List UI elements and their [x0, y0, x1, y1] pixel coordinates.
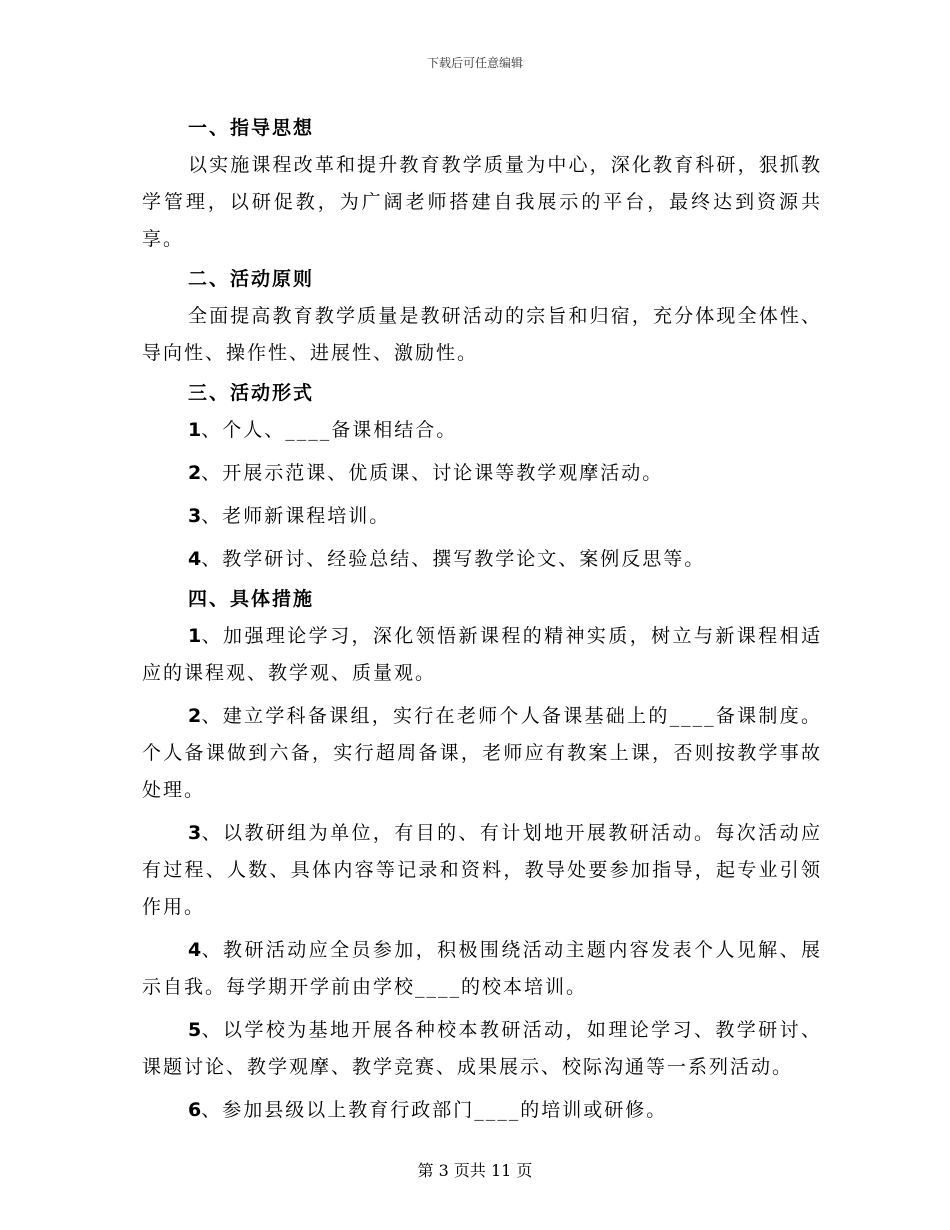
section-paragraph: 全面提高教育教学质量是教研活动的宗旨和归宿，充分体现全体性、导向性、操作性、进展性、激励性。 — [142, 305, 822, 364]
item-number: 3 — [188, 505, 202, 527]
list-item — [142, 815, 822, 926]
item-number: 1 — [188, 419, 202, 441]
item-text: 、加强理论学习，深化领悟新课程的精神实质，树立与新课程相适应的课程观、教学观、质量观。 — [142, 625, 822, 684]
item-text: 、老师新课程培训。 — [201, 505, 391, 527]
list-item — [142, 541, 822, 578]
section-heading: 一、指导思想 — [188, 117, 315, 139]
list-item — [142, 455, 822, 492]
item-text: 、参加县级以上教育行政部门____的培训或研修。 — [201, 1099, 668, 1121]
section-heading: 三、活动形式 — [188, 382, 315, 404]
item-text: 、教学研讨、经验总结、撰写教学论文、案例反思等。 — [201, 548, 706, 570]
list-item — [142, 1012, 822, 1086]
item-text: 、个人、____备课相结合。 — [201, 419, 458, 441]
item-text: 、以教研组为单位，有目的、有计划地开展教研活动。每次活动应有过程、人数、具体内容等记录和资料，教导处要参加指导，起专业引领作用。 — [142, 822, 822, 918]
item-number: 5 — [188, 1019, 202, 1041]
item-number: 6 — [188, 1099, 202, 1121]
page-header-note: 下载后可任意编辑 — [426, 56, 523, 70]
list-item — [142, 932, 822, 1006]
section-paragraph: 以实施课程改革和提升教育教学质量为中心，深化教育科研，狠抓教学管理，以研促教，为广阔老师搭建自我展示的平台，最终达到资源共享。 — [142, 154, 822, 250]
item-number: 4 — [188, 939, 202, 961]
list-item — [142, 412, 822, 449]
item-text: 、建立学科备课组，实行在老师个人备课基础上的____备课制度。个人备课做到六备，实行超周备课，老师应有教案上课，否则按教学事故处理。 — [142, 705, 822, 801]
item-text: 、以学校为基地开展各种校本教研活动，如理论学习、教学研讨、课题讨论、教学观摩、教学竞赛、成果展示、校际沟通等一系列活动。 — [142, 1019, 822, 1078]
item-number: 3 — [188, 822, 202, 844]
section-heading: 二、活动原则 — [188, 268, 315, 290]
list-item — [142, 1092, 822, 1129]
item-text: 、开展示范课、优质课、讨论课等教学观摩活动。 — [201, 462, 664, 484]
item-text: 、教研活动应全员参加，积极围绕活动主题内容发表个人见解、展示自我。每学期开学前由学校____的校本培训。 — [142, 939, 822, 998]
section-heading: 四、具体措施 — [188, 588, 315, 610]
item-number: 1 — [188, 625, 202, 647]
item-number: 4 — [188, 548, 202, 570]
item-number: 2 — [188, 462, 202, 484]
document-body — [142, 110, 822, 1129]
list-item — [142, 618, 822, 692]
page-number: 第 3 页共 11 页 — [417, 1161, 533, 1180]
list-item — [142, 498, 822, 535]
item-number: 2 — [188, 705, 202, 727]
list-item — [142, 698, 822, 809]
